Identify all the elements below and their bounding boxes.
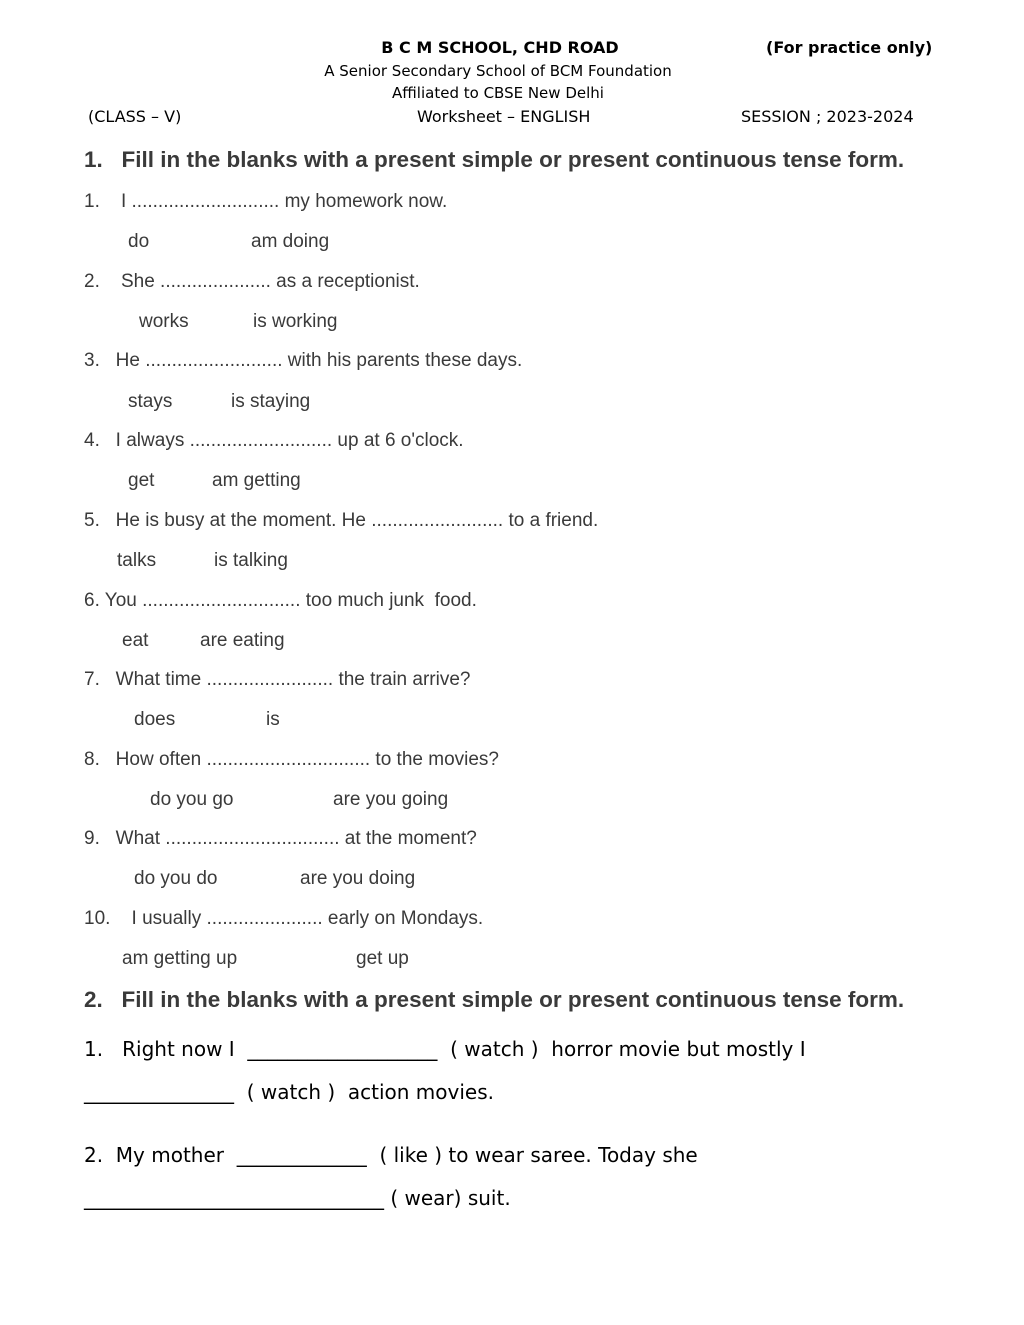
worksheet-label: Worksheet – ENGLISH	[417, 107, 591, 126]
question-4: 4. I always ........................... up at 6 o'clock.	[84, 430, 464, 451]
session-label: SESSION ; 2023-2024	[741, 107, 914, 126]
option-4a: get	[128, 470, 155, 491]
question-5: 5. He is busy at the moment. He ......................... to a friend.	[84, 510, 599, 531]
affiliation-line: Affiliated to CBSE New Delhi	[392, 84, 604, 102]
option-6b: are eating	[200, 630, 285, 651]
option-9a: do you do	[134, 868, 218, 889]
option-10a: am getting up	[122, 948, 238, 969]
practice-note: (For practice only)	[766, 38, 933, 57]
question-2: 2. She ..................... as a receptionist.	[84, 271, 420, 292]
option-1a: do	[128, 231, 150, 252]
option-2a: works	[139, 311, 189, 332]
option-7a: does	[134, 709, 176, 730]
question-8: 8. How often ............................... to the movies?	[84, 749, 499, 770]
option-2b: is working	[253, 311, 338, 332]
option-3b: is staying	[231, 391, 311, 412]
class-label: (CLASS – V)	[88, 107, 182, 126]
option-7b: is	[266, 709, 280, 730]
option-10b: get up	[356, 948, 409, 969]
option-5a: talks	[117, 550, 157, 571]
section-2-heading: 2. Fill in the blanks with a present simple or present continuous tense form.	[84, 987, 905, 1012]
option-8a: do you go	[150, 789, 234, 810]
exercise-2-line-3: 2. My mother _____________ ( like ) to wear saree. Today she	[84, 1143, 698, 1167]
option-8b: are you going	[333, 789, 449, 810]
exercise-2-line-1: 1. Right now I ___________________ ( watch ) horror movie but mostly I	[84, 1037, 806, 1061]
school-subtitle: A Senior Secondary School of BCM Foundation	[324, 62, 672, 80]
option-6a: eat	[122, 630, 149, 651]
option-1b: am doing	[251, 231, 330, 252]
question-1: 1. I ............................ my homework now.	[84, 191, 448, 212]
question-9: 9. What ................................. at the moment?	[84, 828, 477, 849]
option-3a: stays	[128, 391, 173, 412]
option-9b: are you doing	[300, 868, 416, 889]
section-1-heading: 1. Fill in the blanks with a present simple or present continuous tense form.	[84, 147, 905, 172]
question-6: 6. You .............................. too much junk food.	[84, 590, 477, 611]
option-4b: am getting	[212, 470, 301, 491]
question-10: 10. I usually ...................... early on Mondays.	[84, 908, 484, 929]
school-name: B C M SCHOOL, CHD ROAD	[381, 38, 619, 57]
question-7: 7. What time ........................ the train arrive?	[84, 669, 471, 690]
option-5b: is talking	[214, 550, 288, 571]
exercise-2-line-2: _______________ ( watch ) action movies.	[84, 1080, 494, 1104]
exercise-2-line-4: ______________________________ ( wear) suit.	[84, 1186, 511, 1210]
question-3: 3. He .......................... with his parents these days.	[84, 350, 523, 371]
